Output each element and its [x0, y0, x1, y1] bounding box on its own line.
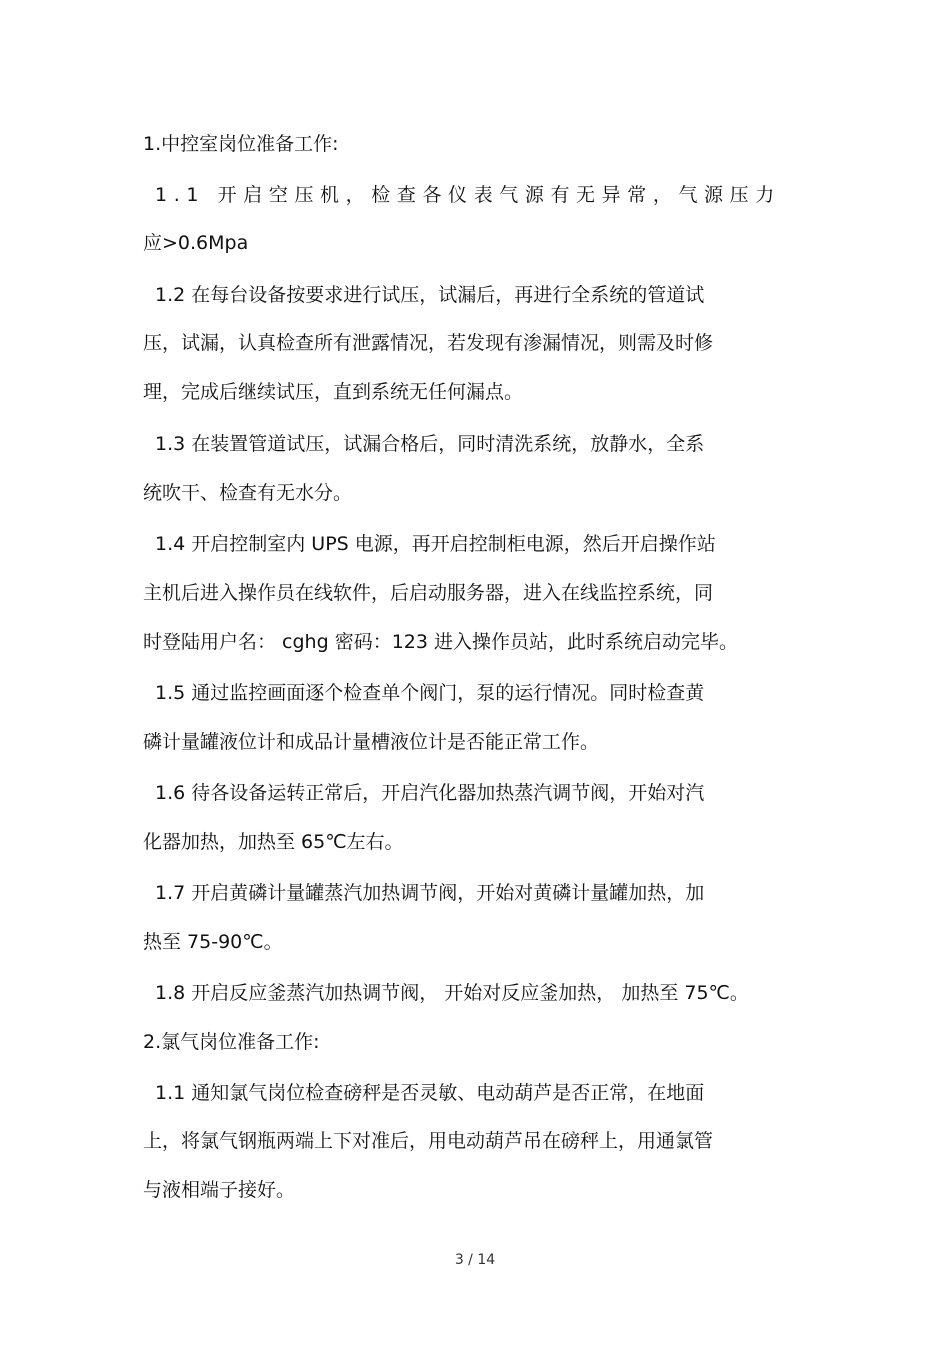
paragraph-line: 1.3 在装置管道试压，试漏合格后，同时清洗系统，放静水，全系	[155, 433, 705, 455]
paragraph-line: 1.4 开启控制室内 UPS 电源，再开启控制柜电源，然后开启操作站	[155, 533, 716, 555]
paragraph-line: 理，完成后继续试压，直到系统无任何漏点。	[143, 381, 524, 403]
paragraph-line: 1.6 待各设备运转正常后，开启汽化器加热蒸汽调节阀，开始对汽	[155, 782, 705, 804]
page-number: 3 / 14	[454, 1252, 496, 1268]
paragraph-line: 1.5 通过监控画面逐个检查单个阀门，泵的运行情况。同时检查黄	[155, 682, 705, 704]
paragraph-line: 1.8 开启反应釜蒸汽加热调节阀， 开始对反应釜加热， 加热至 75℃。	[155, 982, 749, 1004]
paragraph-line: 与液相端子接好。	[143, 1179, 296, 1201]
paragraph-line: 压，试漏，认真检查所有泄露情况，若发现有渗漏情况，则需及时修	[143, 332, 714, 354]
paragraph-line: 1.7 开启黄磷计量罐蒸汽加热调节阀，开始对黄磷计量罐加热，加	[155, 882, 705, 904]
paragraph-line: 应>0.6Mpa	[143, 232, 249, 254]
paragraph-line: 1.1 通知氯气岗位检查磅秤是否灵敏、电动葫芦是否正常，在地面	[155, 1082, 705, 1104]
paragraph-line: 时登陆用户名： cghg 密码：123 进入操作员站，此时系统启动完毕。	[143, 631, 738, 653]
section-heading-2: 2.氯气岗位准备工作:	[143, 1031, 320, 1053]
paragraph-line: 主机后进入操作员在线软件，后启动服务器，进入在线监控系统，同	[143, 582, 714, 604]
paragraph-line: 统吹干、检查有无水分。	[143, 482, 353, 504]
paragraph-line: 磷计量罐液位计和成品计量槽液位计是否能正常工作。	[143, 731, 600, 753]
paragraph-line: 化器加热，加热至 65℃左右。	[143, 831, 404, 853]
section-heading-1: 1.中控室岗位准备工作:	[143, 133, 339, 155]
paragraph-line: 1.2 在每台设备按要求进行试压，试漏后，再进行全系统的管道试	[155, 284, 705, 306]
paragraph-line: 上，将氯气钢瓶两端上下对准后，用电动葫芦吊在磅秤上，用通氯管	[143, 1130, 714, 1152]
paragraph-line: 1.1 开启空压机，检查各仪表气源有无异常，气源压力	[155, 184, 781, 206]
paragraph-line: 热至 75-90℃。	[143, 931, 283, 953]
